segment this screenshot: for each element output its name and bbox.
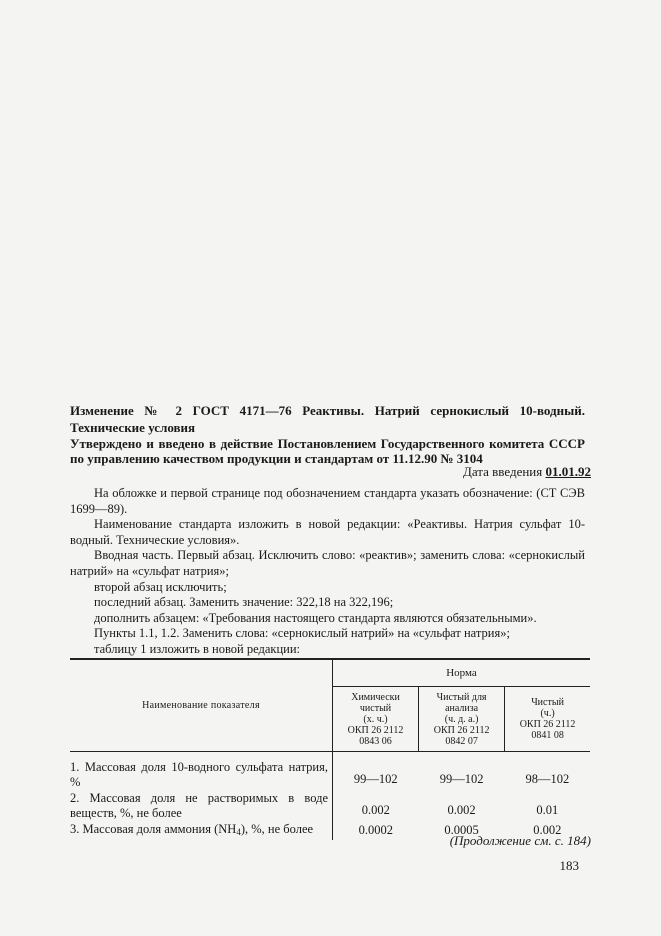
indicator-name: 2. Массовая доля не растворимых в воде веществ, %, не более <box>70 789 333 820</box>
value-cell: 99—102 <box>439 772 484 786</box>
paragraph: таблицу 1 изложить в новой редакции: <box>94 641 300 656</box>
paragraph: дополнить абзацем: «Требования настоящего стандарта являются обязательными». <box>94 610 537 625</box>
amendment-title: Изменение № 2 ГОСТ 4171—76 Реактивы. Натрий сернокислый 10-водный. Технические условия <box>70 403 585 435</box>
amendment-body <box>70 486 585 658</box>
norms-table-wrap <box>70 658 590 840</box>
column-header-norma: Норма <box>333 659 591 687</box>
value-cell: 99—102 <box>353 772 398 786</box>
value-cell: 0.002 <box>447 803 476 817</box>
approval-statement: Утверждено и введено в действие Постановлением Государственного комитета СССР по управлению качеством продукции и стандартам от 11.12.90 № 3104 <box>70 436 585 466</box>
grade-header-analysis-pure <box>419 687 505 752</box>
grade-line: Чистый для <box>436 691 487 703</box>
value-cell: 0.002 <box>361 803 390 817</box>
grade-line: ОКП 26 2112 <box>347 724 404 736</box>
grade-header-chem-pure <box>333 687 419 752</box>
grade-line: Чистый <box>531 697 564 708</box>
paragraph: второй абзац исключить; <box>94 579 227 594</box>
effective-date <box>463 464 591 480</box>
grade-line: анализа <box>445 702 479 714</box>
grade-line: (ч.) <box>540 708 555 719</box>
grade-line: ОКП 26 2112 <box>519 719 576 730</box>
paragraph: На обложке и первой странице под обозначением стандарта указать обозначение: (СТ СЭВ 1699—89). <box>70 486 585 516</box>
value-cell: 0.0005 <box>444 822 479 837</box>
effective-date-label: Дата введения <box>463 464 543 479</box>
value-cell: 98—102 <box>525 772 570 786</box>
grade-header-pure <box>505 687 590 752</box>
indicator-name: 1. Массовая доля 10-водного сульфата натрия, % <box>70 752 333 790</box>
page-number: 183 <box>559 858 579 873</box>
paragraph: Вводная часть. Первый абзац. Исключить слово: «реактив»; заменить слова: «сернокислый натрий» на «сульфат натрия»; <box>70 548 585 578</box>
indicator-name-part: 3. Массовая доля аммония (NH <box>70 822 237 836</box>
indicator-name-part: ), %, не более <box>240 822 314 836</box>
paragraph: Пункты 1.1, 1.2. Заменить слова: «сернокислый натрий» на «сульфат натрия»; <box>94 626 510 641</box>
grade-line: ОКП 26 2112 <box>433 724 490 736</box>
grade-line: Химически <box>351 691 400 703</box>
indicator-name <box>70 820 333 840</box>
grade-line: (х. ч.) <box>363 713 388 725</box>
table-row <box>70 752 590 790</box>
subscript: 4 <box>236 827 241 837</box>
grade-line: 0841 08 <box>531 730 564 741</box>
grade-line: чистый <box>359 702 392 714</box>
grade-line: 0842 07 <box>445 735 478 747</box>
column-header-indicator: Наименование показателя <box>70 659 333 752</box>
effective-date-value: 01.01.92 <box>545 464 591 479</box>
value-cell: 0.01 <box>536 803 559 817</box>
table-row <box>70 789 590 820</box>
norms-table <box>70 658 590 840</box>
value-cell: 0.002 <box>533 822 562 837</box>
paragraph: последний абзац. Заменить значение: 322,18 на 322,196; <box>94 595 394 610</box>
value-cell: 0.0002 <box>358 822 393 837</box>
grade-line: 0843 06 <box>359 735 392 747</box>
paragraph: Наименование стандарта изложить в новой редакции: «Реактивы. Натрия сульфат 10-водный. Технические условия». <box>70 517 585 547</box>
continuation-note: (Продолжение см. с. 184) <box>449 833 591 848</box>
grade-line: (ч. д. а.) <box>444 713 479 725</box>
